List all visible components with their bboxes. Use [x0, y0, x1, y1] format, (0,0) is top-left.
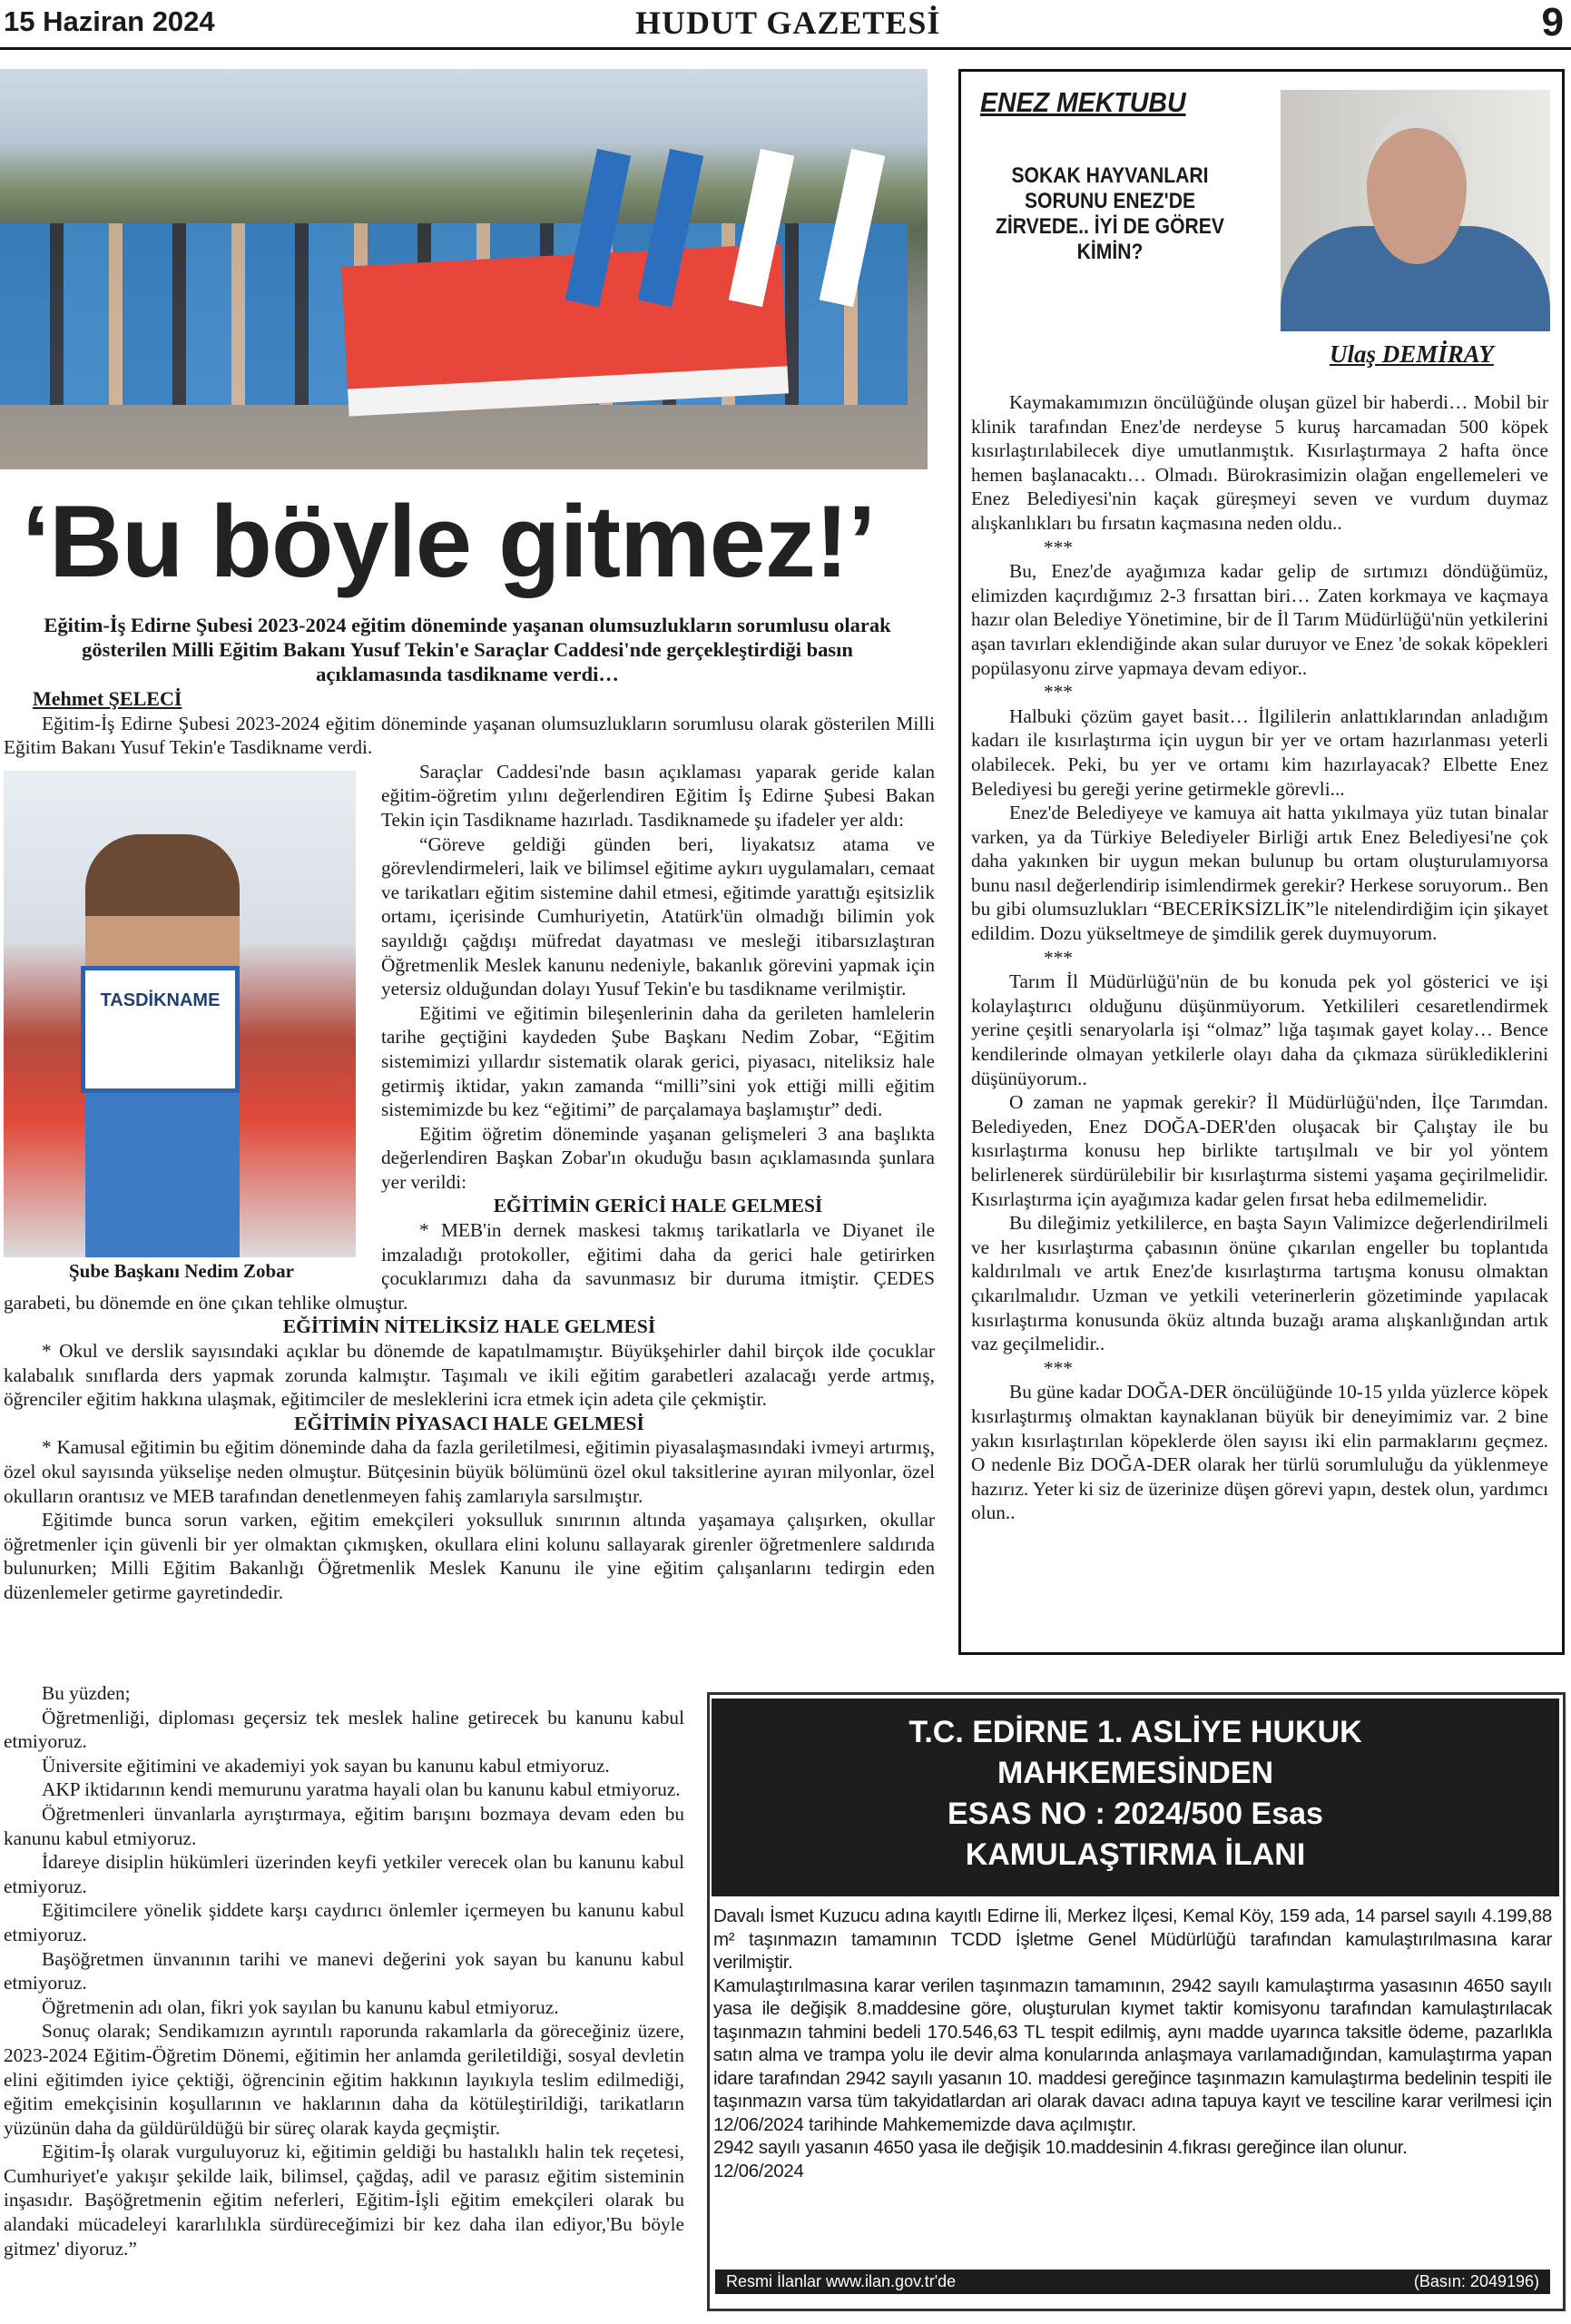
paragraph: “Göreve geldiği günden beri, liyakatsız atama ve görevlendirmeleri, laik ve bilimsel eğitime aykırı uygulamaları, cemaat ve tarikatları eğitim sistemine dahil etmesi, eğitimde yarattığı eşitsizlik ortamı, içerisinde Cumhuriyetin, Atatürk'ün olmadığı bilimin yok sayıldığı çağdışı müfredat dayatması ve mesleği itibarsızlaştıran Öğretmenlik Meslek kanunu nedeniyle, bakanlık görevini yapmak için yetersiz olduğundan dolayı Yusuf Tekin'e bu tasdikname verilmiştir.: [381, 832, 935, 1000]
article-paragraphs-continued: [4, 1681, 684, 2260]
paragraph: Davalı İsmet Kuzucu adına kayıtlı Edirne İli, Merkez İlçesi, Kemal Köy, 159 ada, 14 parsel sayılı 4.199,88 m² taşınmazın tamamının TCDD İşletme Genel Müdürlüğü tarafından kamulaştırılmasına karar verilmiştir.: [713, 1905, 1552, 1973]
legal-notice-title: [712, 1699, 1559, 1896]
lead-paragraph: Eğitim-İş Edirne Şubesi 2023-2024 eğitim döneminde yaşanan olumsuzlukların sorumlusu olarak gösterilen Milli Eğitim Bakanı Yusuf Tekin'e Tasdikname verdi.: [4, 712, 935, 759]
paragraph: İdareye disiplin hükümleri üzerinden keyfi yetkiler verecek olan bu kanunu kabul etmiyoruz.: [4, 1851, 684, 1897]
paragraph: Eğitimde bunca sorun varken, eğitim emekçileri yoksulluk sınırının altında yaşamaya çalışırken, okullar öğretmenler için güvenli bir yer olmaktan çıkmışken, okullara elini kolunu sallayarak girenler öğretmenlere saldırıda bulunurken; Milli Eğitim Bakanlığı Öğretmenlik Meslek Kanunu ile yine eğitim çalışanlarını tedirgin eden düzenlemeler getirme gayretindedir.: [4, 1509, 935, 1603]
paragraph: Öğretmenleri ünvanlarla ayrıştırmaya, eğitim barışını bozmaya devam eden bu kanunu kabul etmiyoruz.: [4, 1802, 684, 1849]
page-number: 9: [1541, 0, 1564, 44]
paragraph: Enez'de Belediyeye ve kamuya ait hatta yıkılmaya yüz tutan binalar varken, ya da Türkiye Belediyeler Birliği artık Enez Belediyesi'ne çok daha yakınken bir uygun mekan bulunup bu ortam oluşturulamıyorsa bunu nasıl değerlendirip isimlendirmek gerekir? Herkese soruyorum.. Ben bu gibi olumsuzlukları “BECERİKSİZLİK”le nitelendirdiğim için şikayet edildim. Dozu yükseltmeye de şimdilik gerek duymuyorum.: [971, 802, 1548, 945]
section-separator: ***: [1044, 536, 1073, 558]
issue-date: 15 Haziran 2024: [4, 5, 215, 37]
paragraph: 12/06/2024: [713, 2160, 804, 2181]
paragraph: Bu güne kadar DOĞA-DER öncülüğünde 10-15 yılda yüzlerce köpek kısırlaştırmış olmaktan kaynaklanan büyük bir deneyimimiz var. 2 bine yakın kısırlaştırılan köpeklerde ölen sayısı iki elin parmaklarını geçmez. O nedenle Biz DOĞA-DER olarak her türlü sorumluluğu da yüklenmeye hazırız. Yeter ki siz de üzerinize düşen görevi yapın, destek olun, yardımcı olun..: [971, 1381, 1548, 1524]
notice-source-link[interactable]: Resmi İlanlar www.ilan.gov.tr'de: [726, 2272, 957, 2290]
paragraph: Öğretmenliği, diploması geçersiz tek meslek haline getirecek bu kanunu kabul etmiyoruz.: [4, 1706, 684, 1753]
paragraph: Saraçlar Caddesi'nde basın açıklaması yaparak geride kalan eğitim-öğretim yılını değerlendiren Eğitim İş Edirne Şubesi Bakan Tekin için Tasdikname hazırladı. Tasdiknamede şu ifadeler yer aldı:: [381, 760, 935, 831]
notice-paragraphs: [713, 1905, 1552, 2182]
newspaper-name: HUDUT GAZETESİ: [635, 5, 941, 41]
byline: Mehmet ŞELECİ: [33, 687, 182, 710]
headline: ‘Bu böyle gitmez!’: [22, 485, 876, 598]
paragraph: Bu yüzden;: [42, 1682, 131, 1704]
notice-title-line: MAHKEMESİNDEN: [997, 1756, 1274, 1790]
paragraph: Kamulaştırılmasına karar verilen taşınmazın tamamının, 2942 sayılı kamulaştırma yasasının 4650 sayılı yasa ile değişik 8.maddesine göre, oluşturulan kıymet taktir komisyonu tarafından kamulaştırılacak taşınmazın tahmini bedeli 170.546,63 TL tespit edilmiş, aynı madde uyarınca taksitle ödeme, pazarlıkla satın alma ve trampa yolu ile devir alma konularında anlaşmaya varılamadığından, kamulaştırma yapan idare tarafından 2942 sayılı yasanın 10. maddesi gereğince taşınmazın kamulaştırma bedelinin tespiti ile taşınmazın varsa tüm takyidatlardan ari olarak davacı adına tapuya kayıt ve tesciline karar verilmesi için 12/06/2024 tarihinde Mahkememizde dava açılmıştır.: [713, 1974, 1552, 2135]
section-heading: EĞİTİMİN NİTELİKSİZ HALE GELMESİ: [282, 1315, 656, 1338]
paragraph: Üniversite eğitimini ve akademiyi yok sayan bu kanunu kabul etmiyoruz.: [42, 1754, 610, 1777]
notice-title-line: ESAS NO : 2024/500 Esas: [948, 1797, 1323, 1831]
paragraph: Eğitim-İş olarak vurguluyoruz ki, eğitimin geldiği bu hastalıklı halin tek reçetesi, Cumhuriyet'e yakışır şekilde laik, bilimsel, çağdaş, adil ve parasız eğitim sisteminin inşasıdır. Başöğretmenin eğitim neferleri, Eğitim-İşli eğitim emekçileri olarak bu alandaki mücadeleyi kararlılıkla sürdüreceğimizi bir kez daha ilan ediyor,'Bu böyle gitmez' diyoruz.”: [4, 2141, 684, 2260]
column-section-title: ENEZ MEKTUBU: [980, 86, 1186, 118]
chairman-photo: [4, 771, 356, 1257]
section-separator: ***: [1044, 681, 1073, 704]
paragraph: * Kamusal eğitimin bu eğitim döneminde daha da fazla geriletilmesi, eğitimin piyasalaşmasındaki ivmeyi artırmış, özel okul sayısında yükselişe neden olmuştur. Bütçesinin büyük bölümünü özel okul taksitlerine ayıran milyonlar, özel okulların orantısız ve MEB tarafından denetlenmeyen fahiş zamlarıyla sarsılmıştır.: [4, 1436, 935, 1507]
paragraph: Öğretmenin adı olan, fikri yok sayılan bu kanunu kabul etmiyoruz.: [42, 1995, 559, 2018]
paragraph: * MEB'in dernek maskesi takmış tarikatlarla ve Diyanet ile imzaladığı protokoller, eğitimi daha da gerici hale getirirken çocuklarımızı daha da savunmasız bir duruma itmiştir. ÇEDES garabeti, bu dönemde en öne çıkan tehlike olmuştur.: [4, 1219, 935, 1314]
paragraph: * Okul ve derslik sayısındaki açıklar bu dönemde de kapatılmamıştır. Büyükşehirler dahil birçok ilde çocuklar kalabalık sınıflarda ders yapmak zorunda kalmıştır. Taşımalı ve ikili eğitim garabetleri azalacağı yerde artmış, öğrenciler eğitim hakkına ulaşmak, eğitimciler de mesleklerini icra etmek için adeta çile çekmiştir.: [4, 1340, 935, 1411]
notice-title-line: T.C. EDİRNE 1. ASLİYE HUKUK: [908, 1715, 1362, 1749]
paragraph: Başöğretmen ünvanının tarihi ve manevi değerini yok sayan bu kanunu kabul etmiyoruz.: [4, 1947, 684, 1994]
legal-notice-footer: [715, 2270, 1550, 2294]
paragraph: Eğitimcilere yönelik şiddete karşı caydırıcı önlemler içermeyen bu kanunu kabul etmiyoruz.: [4, 1899, 684, 1945]
article-body: [4, 687, 935, 1605]
paragraph: Bu dileğimiz yetkililerce, en başta Sayın Valimizce değerlendirilmeli ve her kısırlaştırma çabasının önüne çıkarılan engeller bu toplantıda kaldırılmalı ve artık Enez'de kısırlaştırma tartışma konusu olmaktan çıkarılmalıdır. Uzman ve yetkili veterinerlerin gözetiminde yapılacak kısırlaştırma konusunda öküz altında buzağı arama alışkanlığından artık vaz geçilmelidir..: [971, 1212, 1548, 1355]
paragraph: Sonuç olarak; Sendikamızın ayrıntılı raporunda rakamlarla da göreceğiniz üzere, 2023-2024 Eğitim-Öğretim Dönemi, eğitimin her anlamda geriletildiği, sosyal devletin elini eğitimden iyice çektiği, öğrencinin eğitim hakkının layıkıyla teslim edilmediği, eğitim emekçisinin koşullarının ve haklarının daha da kötüleştirildiği, tarikatların yüzünün daha da güldürüldüğü bir süreç olarak kayda geçmiştir.: [4, 2020, 684, 2139]
protest-banner: [341, 243, 789, 416]
paragraph: AKP iktidarının kendi memurunu yaratma hayali olan bu kanunu kabul etmiyoruz.: [42, 1778, 681, 1801]
paragraph: Halbuki çözüm gayet basit… İlgililerin anlattıklarından anladığım kadarı ile kısırlaştırma için uygun bir yer ve ortam hazırlanması yeterli olabilecek. Peki, bu yer ve ortamı kim hazırlayacak? Elbette Enez Belediyesi bu gereği yerine getirmekle görevli...: [971, 704, 1548, 800]
notice-title-line: KAMULAŞTIRMA İLANI: [965, 1837, 1306, 1872]
article-body-continued: [4, 1681, 684, 2260]
paragraph: Eğitim öğretim döneminde yaşanan gelişmeleri 3 ana başlıkta değerlendiren Başkan Zobar'ın okuduğu basın açıklamasında şunlara yer verildi:: [381, 1122, 935, 1193]
head: [1367, 108, 1467, 264]
certificate-sign: [81, 966, 240, 1093]
author-photo: [1281, 90, 1550, 331]
section-heading: EĞİTİMİN PİYASACI HALE GELMESİ: [294, 1412, 644, 1434]
paragraph: 2942 sayılı yasanın 4650 yasa ile değişik 10.maddesinin 4.fıkrası gereğince ilan olunur.: [713, 2137, 1408, 2158]
notice-press-number: (Basın: 2049196): [1413, 2272, 1539, 2290]
paragraph: Tarım İl Müdürlüğü'nün de bu konuda pek yol gösterici ve işi kolaylaştırıcı olduğunu düşünmüyorum. Yetkilileri cesaretlendirmek yerine çeşitli senaryolarla işi “olmaz” lığa taşımak gayet kolay… Bence kendilerinde olmayan yetkilerle olayı daha da çıkmaza sürüklediklerini düşünüyorum..: [971, 970, 1548, 1089]
column-title: SOKAK HAYVANLARI SORUNU ENEZ'DE ZİRVEDE.. İYİ DE GÖREV KİMİN?: [996, 163, 1224, 264]
section-separator: ***: [1044, 946, 1073, 969]
paragraph: O zaman ne yapmak gerekir? İl Müdürlüğü'nden, İlçe Tarımdan. Belediyeden, Enez DOĞA-DER'den oluşacak bir Çalıştay ile bu kısırlaştırma konusu hep birlikte tartışılmalı ve bir yol yöntem belirlenerek sürdürülebilir bir kısırlaştırma sistemi yaşama geçirilmelidir. Kısırlaştırma için ayağımıza kadar gelen fırsat heba edilmemelidir.: [971, 1091, 1548, 1210]
column-author: Ulaş DEMİRAY: [1330, 340, 1494, 368]
paragraph: Bu, Enez'de ayağımıza kadar gelip de sırtımızı döndüğümüz, elimizden kaçırdığımız 2-3 fırsattan biri… Zaten korkmaya ve kaçmaya hazır olan Belediye Yönetimine, bir de İl Tarım Müdürlüğü'nün yetkilerini aşan tavırları eklendiğinde akan sular duruyor ve Enez 'de sokak köpekleri popülasyonu zirve yapmaya devam ediyor..: [971, 560, 1548, 679]
certificate-label: TASDİKNAME: [100, 990, 221, 1010]
portrait-figure: [4, 771, 359, 1284]
paragraph: Eğitimi ve eğitimin bileşenlerinin daha da gerileten hamlelerin tarihe geçtiğini kaydeden Şube Başkanı Nedim Zobar, “Eğitim sistemimizi yıllardır sistematik olarak gerici, piyasacı, niteliksiz hale getirmiş iktidar, yakın zamanda “milli”sini yok ettiği milli eğitim sistemimizde bu kez “eğitimi” de parçalamaya başlamıştır” dedi.: [381, 1001, 935, 1121]
section-heading: EĞİTİMİN GERİCİ HALE GELMESİ: [493, 1195, 823, 1217]
legal-notice-body: [713, 1905, 1552, 2182]
column-body: [971, 390, 1548, 1525]
section-separator: ***: [1044, 1356, 1073, 1379]
subheadline: Eğitim-İş Edirne Şubesi 2023-2024 eğitim döneminde yaşanan olumsuzlukların sorumlusu olarak gösterilen Milli Eğitim Bakanı Yusuf Tekin'e Saraçlar Caddesi'nde gerçekleştirdiği basın açıklamasında tasdikname verdi…: [44, 614, 891, 685]
protest-photo: [0, 69, 928, 469]
column-paragraphs: [971, 390, 1548, 1525]
paragraph: Kaymakamımızın öncülüğünde oluşan güzel bir haberdi… Mobil bir klinik tarafından Enez'de nerdeyse 5 kuruş harcamadan 500 köpek kısırlaştırılabilecek diye umutlanmıştık. Kısırlaştırmaya 2 hafta önce hemen başlanacaktı… Olmadı. Bürokrasimizin olağan engellemeleri ve Enez Belediyesi'nin kaçak güreşmeyi seven ve vurdum duymaz alışkanlıkları bu fırsatın kaçmasına neden oldu..: [971, 391, 1548, 534]
photo-caption: Şube Başkanı Nedim Zobar: [69, 1259, 294, 1282]
